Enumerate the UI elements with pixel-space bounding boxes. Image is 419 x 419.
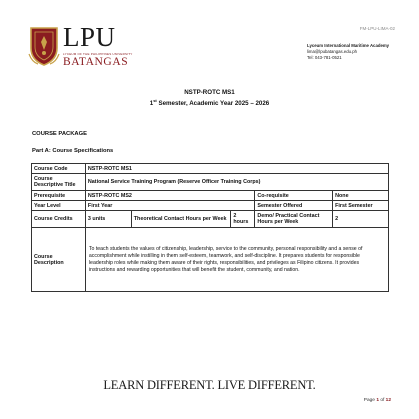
description-label: Course Description (32, 228, 86, 292)
brand-tagline: LYCEUM OF THE PHILIPPINES UNIVERSITY (63, 52, 133, 56)
page-current: 1 (376, 398, 379, 403)
table-row (32, 228, 389, 292)
semester-offered-label: Semester Offered (255, 201, 333, 211)
course-code-label: Course Code (32, 164, 86, 174)
contact-block (307, 43, 389, 62)
footer-slogan: LEARN DIFFERENT. LIVE DIFFERENT. (103, 378, 316, 392)
contact-org: Lyceum International Maritime Academy (307, 43, 390, 48)
form-code: FM-LPU-LIMA-02 (359, 26, 395, 31)
brand-campus: BATANGAS (63, 56, 129, 68)
page-word: Page (363, 398, 377, 403)
contact-email: lima@lpubatangas.edu.ph (307, 49, 357, 55)
university-seal-icon (28, 24, 60, 66)
page-number (364, 398, 391, 403)
credits-label: Course Credits (32, 211, 86, 228)
year-level-label: Year Level (32, 201, 86, 211)
prerequisite-label: Prerequisite (32, 191, 86, 201)
description-value: To teach students the values of citizenship, leadership, service to the community, personal responsibility and a sense of accomplishment while instilling in them self-esteem, teamwork, and self-discipline. It prepares students for responsible leadership roles while making them aware of their rights, responsibilities, and privileges as Filipino citizens. It provides instructions and rewarding opportunities that will benefit the student, community, and nation. (85, 228, 388, 292)
table-row (32, 211, 389, 228)
semester-text: Semester, Academic Year 2025 – 2026 (156, 99, 270, 107)
table-row (32, 191, 389, 201)
corequisite-label: Co-requisite (255, 191, 333, 201)
section-heading-package: COURSE PACKAGE (32, 131, 87, 137)
descriptive-title-value: National Service Training Program (Reserve Officer Training Corps) (85, 174, 388, 191)
theory-hours-value: 2 hours (231, 211, 255, 228)
section-heading-part-a: Part A: Course Specifications (32, 148, 114, 154)
semester-offered-value: First Semester (333, 201, 389, 211)
document-title (0, 89, 419, 107)
credits-value: 3 units (85, 211, 131, 228)
page-total: 12 (385, 398, 391, 403)
semester-number: 1 (149, 99, 154, 107)
practical-hours-label: Demo/ Practical Contact Hours per Week (255, 211, 333, 228)
theory-hours-label: Theoretical Contact Hours per Week (131, 211, 231, 228)
course-code-value: NSTP-ROTC MS1 (85, 164, 388, 174)
descriptive-title-label: Course Descriptive Title (32, 174, 86, 191)
course-specs-table (31, 163, 389, 292)
year-level-value: First Year (85, 201, 254, 211)
practical-hours-value: 2 (333, 211, 389, 228)
brand-name: LPU (63, 22, 116, 52)
semester-suffix: st (153, 97, 157, 103)
university-logo (28, 24, 148, 74)
semester-line (0, 97, 419, 108)
table-row (32, 174, 389, 191)
contact-tel: Tel: 043-781-0521 (307, 55, 342, 61)
table-row (32, 201, 389, 211)
course-title-line: NSTP-ROTC MS1 (184, 89, 235, 96)
page-of: of (378, 398, 386, 403)
table-row (32, 164, 389, 174)
prerequisite-value: NSTP-ROTC MS2 (85, 191, 254, 201)
corequisite-value: None (333, 191, 389, 201)
